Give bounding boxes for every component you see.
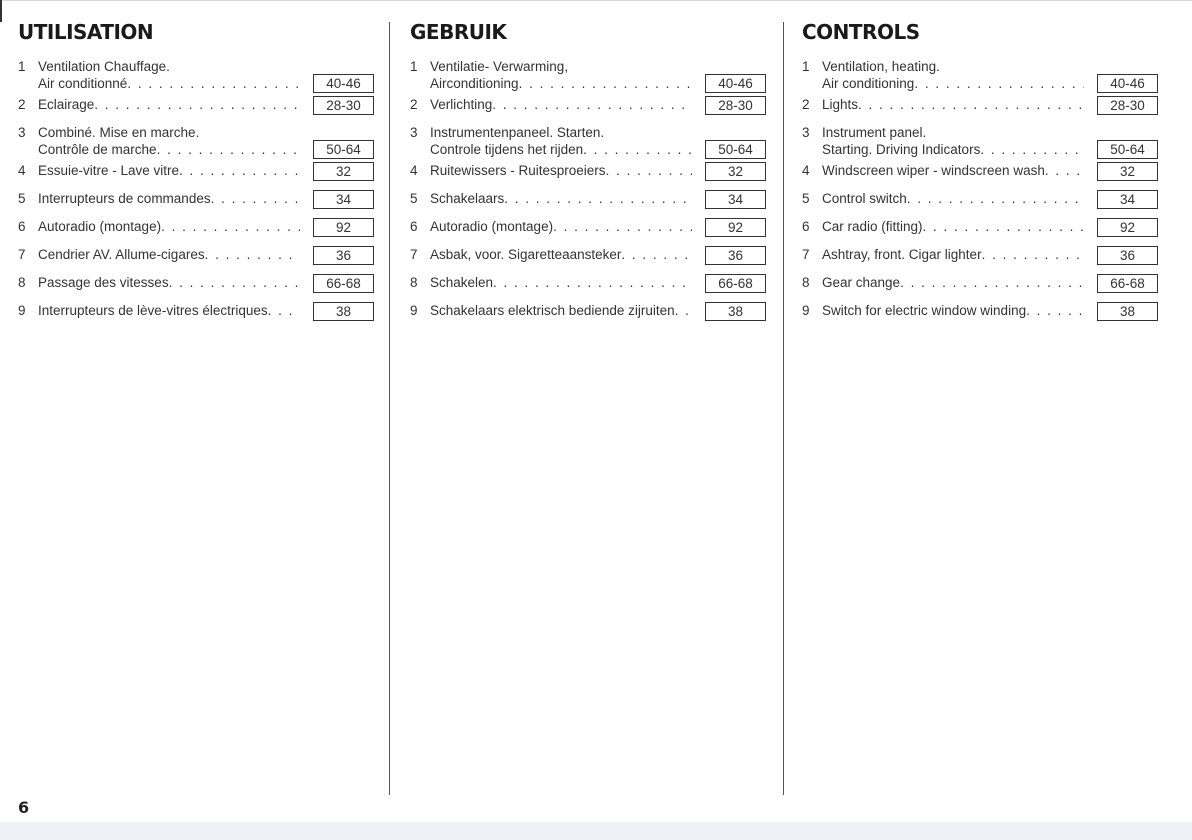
toc-entry <box>410 274 770 302</box>
dot-leader <box>157 141 300 158</box>
column-title: GEBRUIK <box>410 20 507 44</box>
entry-text <box>430 58 692 91</box>
entry-number: 4 <box>410 163 418 178</box>
entry-number: 9 <box>802 303 810 318</box>
entry-label-leader <box>822 75 1084 92</box>
page-reference-box: 66-68 <box>705 274 766 293</box>
entry-text <box>38 190 300 207</box>
toc-entry <box>410 162 770 190</box>
entry-label: Airconditioning <box>430 76 519 91</box>
dot-leader <box>268 302 300 319</box>
entry-label-leader <box>38 246 300 263</box>
entry-number: 2 <box>802 97 810 112</box>
page-reference-box: 32 <box>705 162 766 181</box>
entry-number: 5 <box>802 191 810 206</box>
entry-number: 4 <box>18 163 26 178</box>
entry-number: 7 <box>410 247 418 262</box>
entry-label-leader <box>430 75 692 92</box>
dot-leader <box>492 96 692 113</box>
dot-leader <box>982 246 1084 263</box>
entry-label: Essuie-vitre - Lave vitre <box>38 163 180 178</box>
entry-heading: Instrumentenpaneel. Starten. <box>430 125 605 140</box>
entry-label-leader <box>430 141 692 158</box>
entry-label: Eclairage <box>38 97 95 112</box>
entry-label: Schakelen <box>430 275 494 290</box>
page-reference-box: 66-68 <box>1097 274 1158 293</box>
toc-entry <box>18 58 378 96</box>
page-reference-box: 28-30 <box>705 96 766 115</box>
dot-leader <box>1026 302 1084 319</box>
entry-label: Windscreen wiper - windscreen wash <box>822 163 1045 178</box>
page-reference-box: 92 <box>313 218 374 237</box>
dot-leader <box>169 274 300 291</box>
entry-text <box>822 218 1084 235</box>
page-reference-box: 36 <box>313 246 374 265</box>
entry-text <box>38 274 300 291</box>
entry-text <box>430 246 692 263</box>
entry-number: 8 <box>802 275 810 290</box>
entry-label: Control switch <box>822 191 907 206</box>
entry-heading: Ventilation Chauffage. <box>38 59 170 74</box>
toc-entry <box>802 274 1162 302</box>
entry-number: 1 <box>410 59 418 74</box>
entry-label-leader <box>38 274 300 291</box>
entry-number: 1 <box>802 59 810 74</box>
entry-text <box>38 218 300 235</box>
toc-list <box>410 58 770 330</box>
page-reference-box: 50-64 <box>705 140 766 159</box>
column-title: UTILISATION <box>18 20 154 44</box>
toc-entry <box>18 302 378 330</box>
entry-heading: Instrument panel. <box>822 125 927 140</box>
dot-leader <box>211 190 300 207</box>
entry-label-leader <box>38 218 300 235</box>
entry-label: Air conditioning <box>822 76 915 91</box>
entry-label: Autoradio (montage) <box>430 219 554 234</box>
entry-text <box>430 124 692 157</box>
bottom-scan-band <box>0 822 1192 840</box>
entry-label-leader <box>38 141 300 158</box>
dot-leader <box>900 274 1084 291</box>
entry-label: Cendrier AV. Allume-cigares <box>38 247 205 262</box>
entry-label-leader <box>822 274 1084 291</box>
entry-label-leader <box>38 75 300 92</box>
dot-leader <box>907 190 1084 207</box>
column-divider-left <box>389 22 390 795</box>
column-controls <box>802 18 1162 330</box>
toc-entry <box>410 96 770 124</box>
page-reference-box: 32 <box>1097 162 1158 181</box>
toc-entry <box>802 302 1162 330</box>
entry-number: 7 <box>802 247 810 262</box>
entry-text <box>822 246 1084 263</box>
dot-leader <box>161 218 300 235</box>
entry-heading: Ventilatie- Verwarming, <box>430 59 569 74</box>
entry-label: Contrôle de marche <box>38 142 157 157</box>
entry-label-leader <box>38 162 300 179</box>
entry-label: Car radio (fitting) <box>822 219 923 234</box>
entry-label-leader <box>822 96 1084 113</box>
dot-leader <box>504 190 692 207</box>
toc-entry <box>410 124 770 162</box>
entry-text <box>38 96 300 113</box>
entry-label-leader <box>430 218 692 235</box>
entry-heading: Ventilation, heating. <box>822 59 940 74</box>
entry-text <box>430 162 692 179</box>
entry-text <box>38 302 300 319</box>
toc-entry <box>802 124 1162 162</box>
entry-number: 6 <box>802 219 810 234</box>
toc-entry <box>802 246 1162 274</box>
entry-text <box>822 302 1084 319</box>
entry-label-leader <box>822 218 1084 235</box>
entry-number: 8 <box>410 275 418 290</box>
column-utilisation <box>18 18 378 330</box>
entry-label: Ashtray, front. Cigar lighter <box>822 247 982 262</box>
toc-entry <box>18 96 378 124</box>
page-reference-box: 36 <box>705 246 766 265</box>
entry-number: 8 <box>18 275 26 290</box>
entry-label: Schakelaars elektrisch bediende zijruiten <box>430 303 675 318</box>
dot-leader <box>583 141 692 158</box>
toc-list <box>18 58 378 330</box>
entry-text <box>430 274 692 291</box>
entry-text <box>430 96 692 113</box>
entry-heading: Combiné. Mise en marche. <box>38 125 200 140</box>
column-divider-right <box>783 22 784 795</box>
entry-text <box>38 246 300 263</box>
entry-label-leader <box>38 302 300 319</box>
entry-number: 3 <box>802 125 810 140</box>
entry-label-leader <box>38 190 300 207</box>
entry-label: Air conditionné <box>38 76 128 91</box>
dot-leader <box>675 302 692 319</box>
entry-label: Switch for electric window winding <box>822 303 1027 318</box>
entry-label: Starting. Driving Indicators <box>822 142 981 157</box>
page-reference-box: 40-46 <box>1097 74 1158 93</box>
toc-entry <box>410 190 770 218</box>
entry-label-leader <box>822 190 1084 207</box>
toc-entry <box>802 190 1162 218</box>
toc-list <box>802 58 1162 330</box>
column-title: CONTROLS <box>802 20 920 44</box>
toc-entry <box>18 246 378 274</box>
entry-label-leader <box>38 96 300 113</box>
dot-leader <box>553 218 692 235</box>
page-reference-box: 34 <box>1097 190 1158 209</box>
page-reference-box: 38 <box>1097 302 1158 321</box>
entry-label: Interrupteurs de commandes <box>38 191 211 206</box>
entry-text <box>822 58 1084 91</box>
toc-entry <box>802 96 1162 124</box>
toc-entry <box>802 218 1162 246</box>
entry-label-leader <box>430 162 692 179</box>
toc-entry <box>410 302 770 330</box>
entry-label: Asbak, voor. Sigaretteaansteker <box>430 247 622 262</box>
entry-label-leader <box>430 246 692 263</box>
entry-label: Schakelaars <box>430 191 505 206</box>
entry-label-leader <box>822 302 1084 319</box>
entry-number: 5 <box>18 191 26 206</box>
page-reference-box: 40-46 <box>313 74 374 93</box>
toc-entry <box>18 190 378 218</box>
entry-label: Autoradio (montage) <box>38 219 162 234</box>
page-reference-box: 40-46 <box>705 74 766 93</box>
entry-text <box>38 124 300 157</box>
toc-entry <box>18 162 378 190</box>
toc-entry <box>802 58 1162 96</box>
toc-entry <box>410 218 770 246</box>
entry-number: 9 <box>410 303 418 318</box>
dot-leader <box>980 141 1084 158</box>
entry-number: 6 <box>410 219 418 234</box>
page-reference-box: 92 <box>705 218 766 237</box>
left-edge-mark <box>0 0 2 22</box>
entry-number: 7 <box>18 247 26 262</box>
toc-entry <box>410 58 770 96</box>
page-reference-box: 66-68 <box>313 274 374 293</box>
entry-label: Passage des vitesses <box>38 275 169 290</box>
entry-number: 2 <box>410 97 418 112</box>
dot-leader <box>519 75 692 92</box>
page-reference-box: 32 <box>313 162 374 181</box>
entry-label: Ruitewissers - Ruitesproeiers <box>430 163 606 178</box>
dot-leader <box>923 218 1084 235</box>
entry-text <box>822 274 1084 291</box>
entry-label-leader <box>430 190 692 207</box>
dot-leader <box>179 162 300 179</box>
dot-leader <box>858 96 1084 113</box>
dot-leader <box>127 75 300 92</box>
entry-number: 2 <box>18 97 26 112</box>
page-reference-box: 28-30 <box>1097 96 1158 115</box>
toc-entry <box>802 162 1162 190</box>
dot-leader <box>94 96 300 113</box>
page-reference-box: 38 <box>705 302 766 321</box>
entry-number: 5 <box>410 191 418 206</box>
dot-leader <box>914 75 1084 92</box>
entry-label: Controle tijdens het rijden <box>430 142 584 157</box>
column-gebruik <box>410 18 770 330</box>
entry-label-leader <box>822 246 1084 263</box>
toc-entry <box>18 124 378 162</box>
entry-number: 9 <box>18 303 26 318</box>
entry-number: 3 <box>410 125 418 140</box>
entry-label-leader <box>822 162 1084 179</box>
entry-number: 6 <box>18 219 26 234</box>
entry-text <box>822 96 1084 113</box>
entry-text <box>38 58 300 91</box>
entry-text <box>430 302 692 319</box>
page-number: 6 <box>18 798 30 817</box>
page-reference-box: 28-30 <box>313 96 374 115</box>
page-reference-box: 34 <box>705 190 766 209</box>
toc-entry <box>18 274 378 302</box>
top-edge-line <box>0 0 1192 1</box>
entry-text <box>822 162 1084 179</box>
entry-label: Interrupteurs de lève-vitres électriques <box>38 303 268 318</box>
entry-number: 4 <box>802 163 810 178</box>
entry-label-leader <box>822 141 1084 158</box>
dot-leader <box>205 246 300 263</box>
toc-entry <box>18 218 378 246</box>
entry-text <box>430 218 692 235</box>
entry-text <box>822 190 1084 207</box>
dot-leader <box>1045 162 1084 179</box>
entry-number: 1 <box>18 59 26 74</box>
entry-label-leader <box>430 302 692 319</box>
dot-leader <box>493 274 692 291</box>
dot-leader <box>621 246 692 263</box>
dot-leader <box>606 162 692 179</box>
page-reference-box: 38 <box>313 302 374 321</box>
page-reference-box: 34 <box>313 190 374 209</box>
toc-entry <box>410 246 770 274</box>
entry-label: Lights <box>822 97 859 112</box>
entry-label-leader <box>430 274 692 291</box>
page-reference-box: 92 <box>1097 218 1158 237</box>
page-reference-box: 36 <box>1097 246 1158 265</box>
entry-text <box>822 124 1084 157</box>
entry-number: 3 <box>18 125 26 140</box>
entry-label: Verlichting <box>430 97 493 112</box>
page-reference-box: 50-64 <box>313 140 374 159</box>
entry-text <box>38 162 300 179</box>
entry-text <box>430 190 692 207</box>
entry-label: Gear change <box>822 275 901 290</box>
entry-label-leader <box>430 96 692 113</box>
page-reference-box: 50-64 <box>1097 140 1158 159</box>
